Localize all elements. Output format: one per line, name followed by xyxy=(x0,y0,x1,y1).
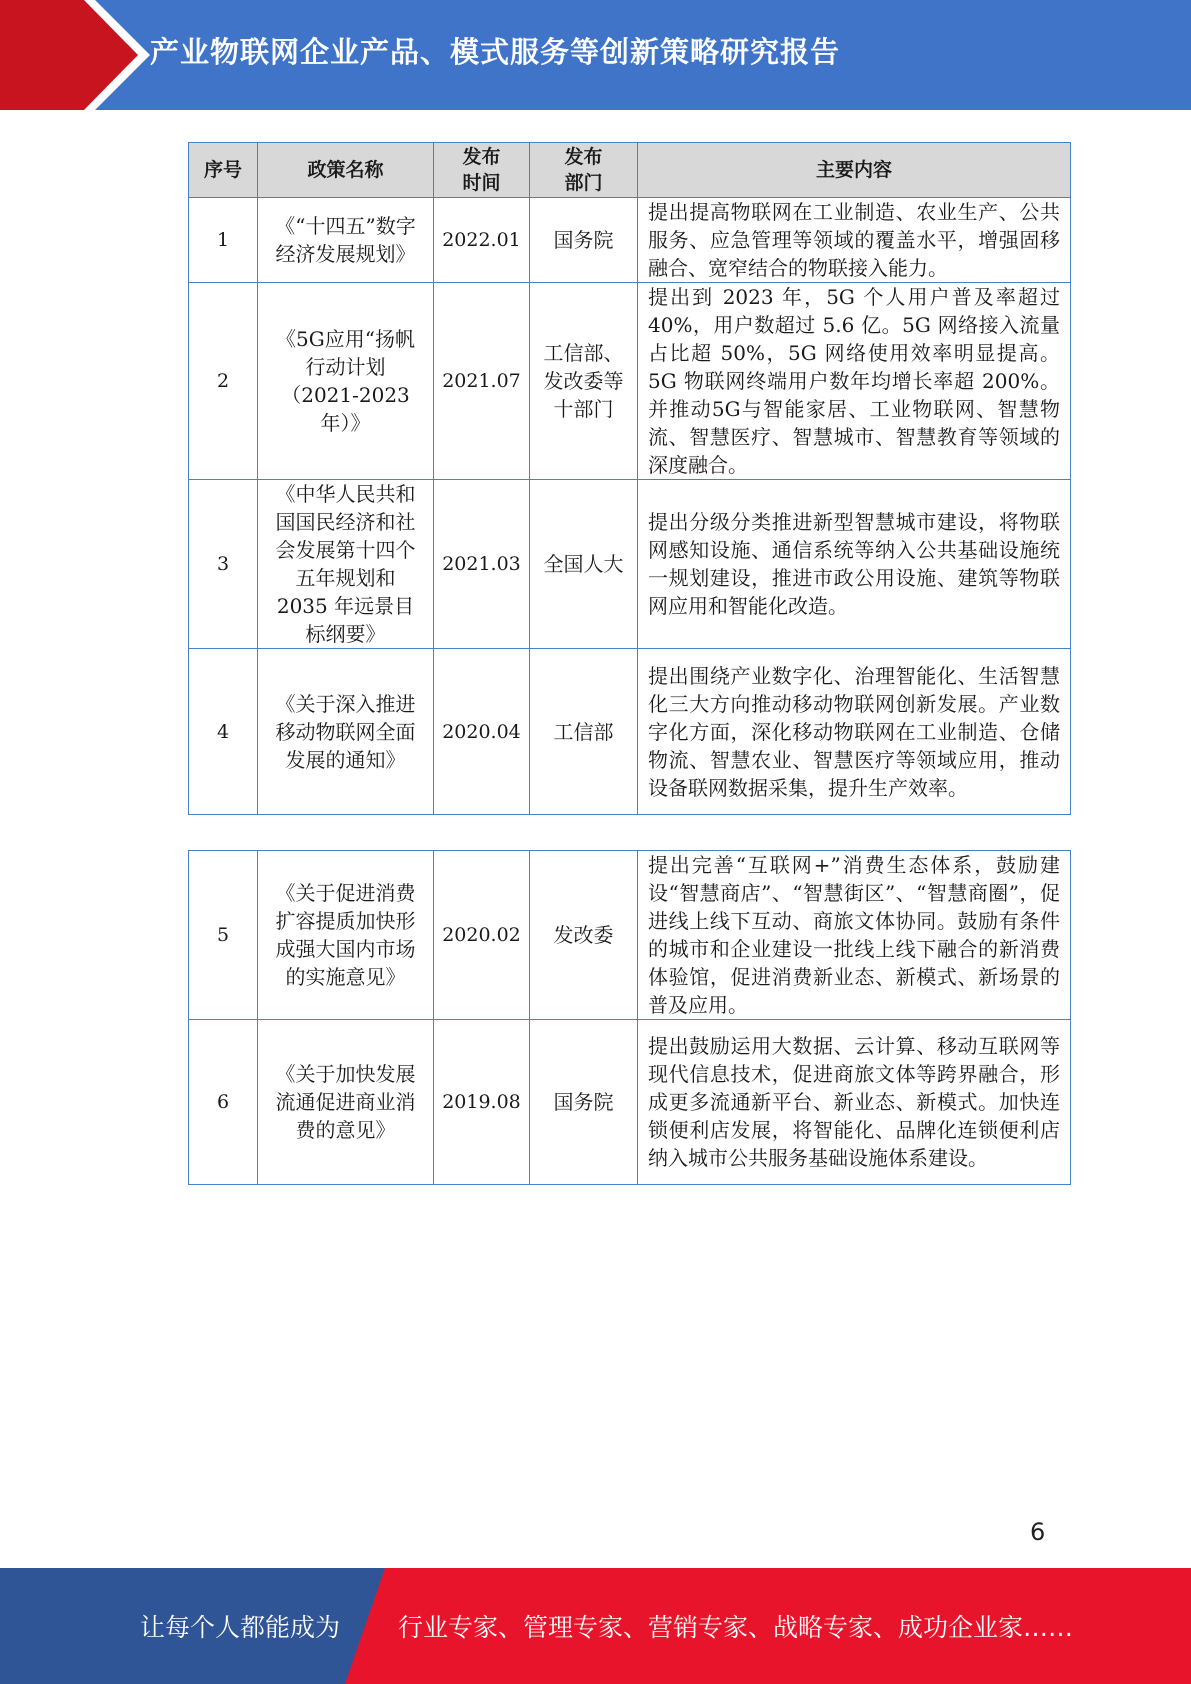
row-content: 提出围绕产业数字化、治理智能化、生活智慧化三大方向推动移动物联网创新发展。产业数字化方面，深化移动物联网在工业制造、仓储物流、智慧农业、智慧医疗等领域应用，推动设备联网数据采集，提升生产效率。 xyxy=(638,649,1071,815)
row-index: 2 xyxy=(189,283,258,480)
page-header xyxy=(0,0,1191,110)
row-time: 2022.01 xyxy=(434,198,530,283)
policy-table-part-2 xyxy=(188,850,1071,1185)
row-department: 国务院 xyxy=(530,198,638,283)
row-content: 提出提高物联网在工业制造、农业生产、公共服务、应急管理等领域的覆盖水平，增强固移融合、宽窄结合的物联接入能力。 xyxy=(638,198,1071,283)
row-time: 2021.07 xyxy=(434,283,530,480)
page-footer xyxy=(0,1568,1191,1684)
row-department: 发改委 xyxy=(530,851,638,1020)
report-title: 产业物联网企业产品、模式服务等创新策略研究报告 xyxy=(150,34,841,69)
header-content: 主要内容 xyxy=(638,143,1071,198)
table-row xyxy=(189,649,1071,815)
footer-slogan-left: 让每个人都能成为 xyxy=(140,1613,341,1642)
row-index: 1 xyxy=(189,198,258,283)
table-row xyxy=(189,480,1071,649)
row-time: 2021.03 xyxy=(434,480,530,649)
row-index: 6 xyxy=(189,1020,258,1185)
header-department: 发布 部门 xyxy=(530,143,638,198)
policy-table-part-1 xyxy=(188,142,1071,815)
table-row xyxy=(189,1020,1071,1185)
row-index: 4 xyxy=(189,649,258,815)
row-content: 提出到 2023 年，5G 个人用户普及率超过 40%，用户数超过 5.6 亿。5G 网络接入流量占比超 50%，5G 网络使用效率明显提高。5G 物联网终端用户数年均增长率超 200%。并推动5G与智能家居、工业物联网、智慧物流、智慧医疗、智慧城市、智慧教育等领域的深度融合。 xyxy=(638,283,1071,480)
row-policy-name: 《关于促进消费扩容提质加快形成强大国内市场的实施意见》 xyxy=(258,851,434,1020)
row-policy-name: 《“十四五”数字经济发展规划》 xyxy=(258,198,434,283)
row-index: 3 xyxy=(189,480,258,649)
row-index: 5 xyxy=(189,851,258,1020)
row-time: 2020.04 xyxy=(434,649,530,815)
row-content: 提出鼓励运用大数据、云计算、移动互联网等现代信息技术，促进商旅文体等跨界融合，形成更多流通新平台、新业态、新模式。加快连锁便利店发展，将智能化、品牌化连锁便利店纳入城市公共服务基础设施体系建设。 xyxy=(638,1020,1071,1185)
row-department: 工信部、发改委等十部门 xyxy=(530,283,638,480)
table-row xyxy=(189,198,1071,283)
row-policy-name: 《中华人民共和国国民经济和社会发展第十四个五年规划和 2035 年远景目标纲要》 xyxy=(258,480,434,649)
row-policy-name: 《5G应用“扬帆行动计划（2021-2023年）》 xyxy=(258,283,434,480)
page-number: 6 xyxy=(1030,1518,1046,1546)
row-department: 工信部 xyxy=(530,649,638,815)
table-row xyxy=(189,851,1071,1020)
row-department: 全国人大 xyxy=(530,480,638,649)
header-time: 发布 时间 xyxy=(434,143,530,198)
footer-slogan-right: 行业专家、管理专家、营销专家、战略专家、成功企业家…… xyxy=(398,1613,1074,1642)
row-content: 提出分级分类推进新型智慧城市建设，将物联网感知设施、通信系统等纳入公共基础设施统一规划建设，推进市政公用设施、建筑等物联网应用和智能化改造。 xyxy=(638,480,1071,649)
row-policy-name: 《关于深入推进移动物联网全面发展的通知》 xyxy=(258,649,434,815)
table-header-row xyxy=(189,143,1071,198)
row-content: 提出完善“互联网+”消费生态体系，鼓励建设“智慧商店”、“智慧街区”、“智慧商圈”，促进线上线下互动、商旅文体协同。鼓励有条件的城市和企业建设一批线上线下融合的新消费体验馆，促进消费新业态、新模式、新场景的普及应用。 xyxy=(638,851,1071,1020)
row-department: 国务院 xyxy=(530,1020,638,1185)
row-time: 2020.02 xyxy=(434,851,530,1020)
header-index: 序号 xyxy=(189,143,258,198)
row-time: 2019.08 xyxy=(434,1020,530,1185)
table-row xyxy=(189,283,1071,480)
row-policy-name: 《关于加快发展流通促进商业消费的意见》 xyxy=(258,1020,434,1185)
header-name: 政策名称 xyxy=(258,143,434,198)
